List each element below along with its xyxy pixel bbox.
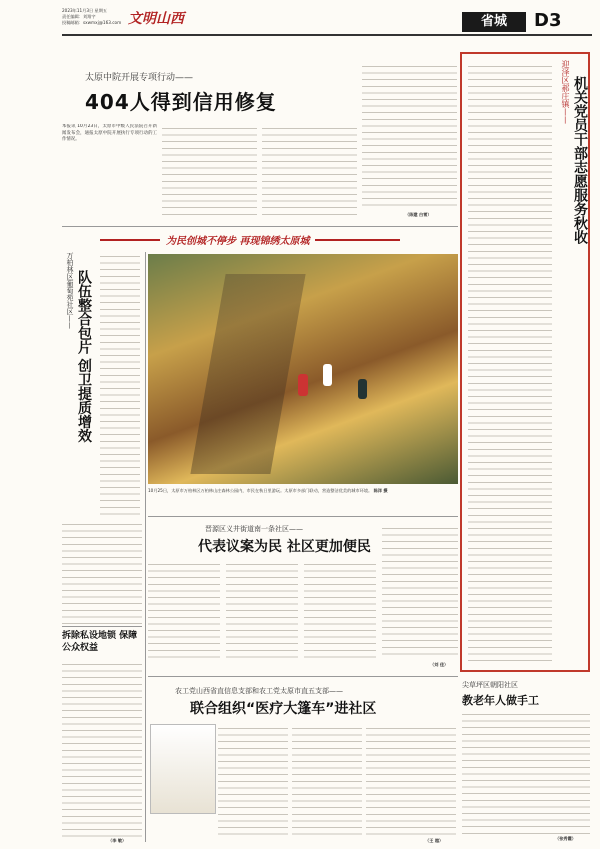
article1-lead: 本报讯 10月23日，太原市中级人民法院召开新闻发布会，通报太原中院开展执行专项行动的工作情况。 xyxy=(62,124,157,143)
article-bottom-col2 xyxy=(218,724,288,839)
article-mid-col3 xyxy=(304,560,376,660)
vertical-left-headline: 队伍整合包片 创卫提质增效 xyxy=(76,270,92,443)
divider-5 xyxy=(145,252,146,842)
masthead-rule xyxy=(62,34,592,36)
article-mid-col2 xyxy=(226,560,298,660)
vertical-right-kicker: 迎泽区郝庄镇—— xyxy=(561,60,570,124)
divider-1 xyxy=(62,226,458,227)
photo-caption xyxy=(148,488,458,494)
photo-caption-text: 10月25日，太原市万柏林区万柏林山庄森林公园内，市民在秋日里游玩。太原市多部门联动，营造整洁优美的城市环境。 xyxy=(148,488,373,493)
park-photo xyxy=(148,254,458,484)
article-left-bottom xyxy=(62,630,142,654)
article-right-bottom-headline: 教老年人做手工 xyxy=(462,694,539,707)
article1-author: （陈建 白雪） xyxy=(405,212,432,217)
vertical-right-body xyxy=(468,62,552,662)
article1-col3 xyxy=(262,124,357,220)
divider-3 xyxy=(148,676,458,677)
article1-col4 xyxy=(362,62,457,210)
divider-4 xyxy=(62,626,142,627)
vertical-left-body2 xyxy=(62,520,142,625)
divider-6 xyxy=(459,52,460,842)
masthead-logo: 文明山西 xyxy=(128,11,184,27)
article-left-bottom-author: （李 敏） xyxy=(108,838,127,843)
article-bottom-col4 xyxy=(366,724,456,839)
article-right-bottom-author: （张秀霞） xyxy=(555,836,576,841)
masthead-editor: 责任编辑：刘翔宇 xyxy=(62,14,96,19)
article-mid-kicker: 晋源区义井街道南一条社区—— xyxy=(205,525,303,533)
article-left-bottom-body xyxy=(62,660,142,840)
article-mid-col1 xyxy=(148,560,220,660)
article1-headline: 404人得到信用修复 xyxy=(85,90,277,114)
section-tag: 省城 xyxy=(462,12,526,32)
vertical-left-body xyxy=(100,252,140,522)
masthead-date: 2023年11月3日 星期五 xyxy=(62,8,108,13)
article-bottom-headline: 联合组织“医疗大篷车”进社区 xyxy=(190,701,377,717)
article-bottom-author: （王 越） xyxy=(425,838,444,843)
article-bottom-col3 xyxy=(292,724,362,839)
article-mid-col4 xyxy=(382,524,458,660)
article1-kicker: 太原中院开展专项行动—— xyxy=(85,73,194,83)
right-feature-frame xyxy=(460,52,590,672)
slogan-bar xyxy=(100,232,400,248)
article-mid-headline: 代表议案为民 社区更加便民 xyxy=(198,539,371,555)
event-photo xyxy=(150,724,216,814)
slogan-text: 为民创城不停步 再现锦绣太原城 xyxy=(160,232,315,247)
vertical-left-kicker: 万柏林区葡萄苑社区—— xyxy=(66,252,74,329)
vertical-right-headline: 机关党员干部志愿服务秋收 xyxy=(572,76,588,244)
article-bottom-kicker: 农工党山西省直信息支部和农工党太原市直五支部—— xyxy=(175,687,343,695)
vertical-left-block xyxy=(62,252,92,517)
masthead-contact: 投稿邮箱：sxwmxj@163.com xyxy=(62,20,122,25)
article-mid-author: （刘 佳） xyxy=(430,662,449,667)
article-right-bottom-body xyxy=(462,710,590,834)
page-number: D3 xyxy=(534,10,562,31)
article-right-bottom-kicker: 尖草坪区朝阳社区 xyxy=(462,681,518,689)
article-left-bottom-headline: 拆除私设地锁 保障公众权益 xyxy=(62,631,138,653)
photo-credit: 陈洋 摄 xyxy=(373,488,388,493)
article1-col2 xyxy=(162,124,257,220)
divider-2 xyxy=(148,516,458,517)
